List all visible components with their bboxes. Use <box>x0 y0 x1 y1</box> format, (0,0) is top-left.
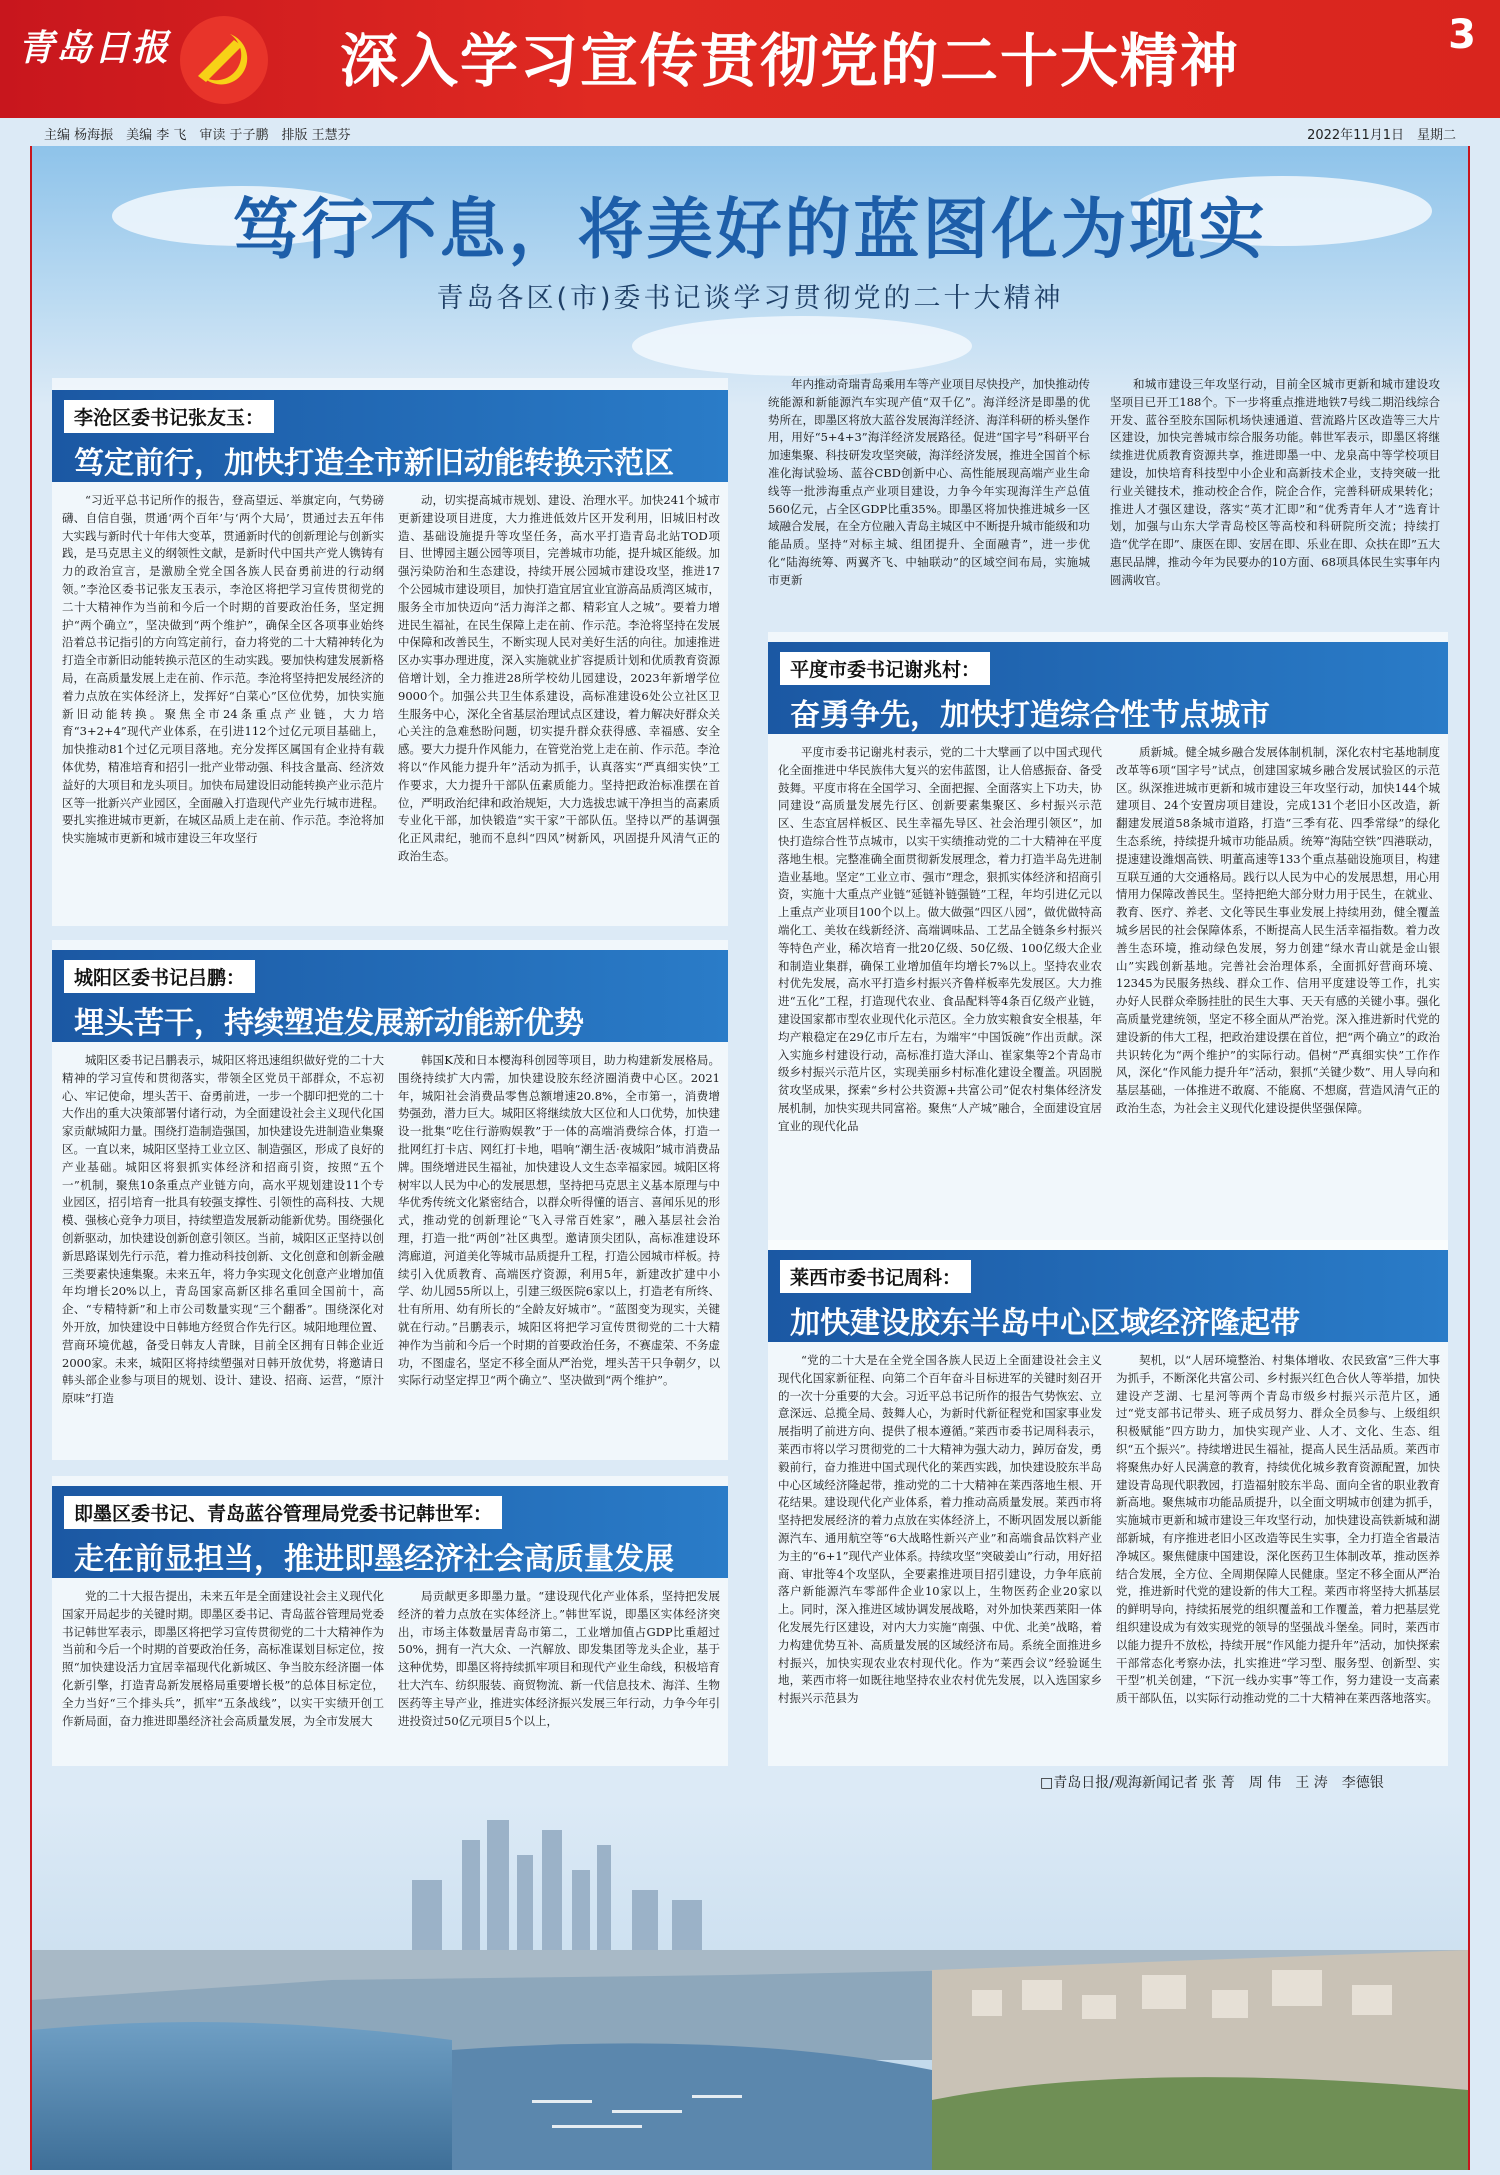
page-banner <box>0 0 1500 118</box>
laixi-headline: 加快建设胶东半岛中心区域经济隆起带 <box>790 1306 1300 1341</box>
pingdu-header <box>768 642 1448 734</box>
main-headline: 笃行不息，将美好的蓝图化为现实 <box>232 190 1268 268</box>
pingdu-headline: 奋勇争先，加快打造综合性节点城市 <box>790 698 1270 733</box>
laixi-secretary-name: 莱西市委书记周科： <box>780 1260 971 1293</box>
jimo-column-2: 局贡献更多即墨力量。“建设现代化产业体系，坚持把发展经济的着力点放在实体经济上。”韩世军说，即墨区实体经济突出，市场主体数量居青岛市第二，工业增加值占GDP比重超过50%，拥有一汽大众、一汽解放、即发集团等龙头企业，基于这种优势，即墨区将持续抓牢项目和现代产业生命线，积极培育壮大汽车、纺织服装、商贸物流、新一代信息技术、海洋、生物医药等主导产业，推进实体经济振兴发展三年行动，力争今年引进投资过50亿元项目5个以上， <box>398 1589 720 1728</box>
issue-date: 2022年11月1日 星期二 <box>1307 128 1456 143</box>
licang-secretary-name: 李沧区委书记张友玉： <box>64 400 274 433</box>
banner-title: 深入学习宣传贯彻党的二十大精神 <box>340 27 1241 95</box>
jimo-column-1: 党的二十大报告提出，未来五年是全面建设社会主义现代化国家开局起步的关键时期。即墨区委书记、青岛蓝谷管理局党委书记韩世军表示，即墨区将把学习宣传贯彻党的二十大精神作为当前和今后一个时期的首要政治任务，高标准谋划目标定位，按照“加快建设活力宜居幸福现代化新城区、争当胶东经济圈一体化新引擎，打造青岛新发展格局重要增长极”的总体目标定位，全力当好“三个排头兵”，抓牢“五条战线”，以实干实绩开创工作新局面，奋力推进即墨经济社会高质量发展，为全市发展大 <box>62 1589 384 1728</box>
party-emblem-icon <box>178 14 270 106</box>
laixi-column-2: 契机，以“人居环境整治、村集体增收、农民致富”三件大事为抓手，不断深化共富公司、乡村振兴红色合伙人等举措，加快建设产芝湖、七星河等两个青岛市级乡村振兴示范片区，通过“党支部书记带头、班子成员努力、群众全员参与、上级组织积极赋能”四方助力，加快实现产业、人才、文化、生态、组织“五个振兴”。持续增进民生福祉，提高人民生活品质。莱西市将聚焦办好人民满意的教育，持续优化城乡教育资源配置，加快建设青岛现代职教园，打造福射胶东半岛、面向全省的职业教育新高地。聚焦城市功能品质提升，以全面文明城市创建为抓手，实施城市更新和城市建设三年攻坚行动，加快建设高铁新城和湖部新城，有序推进老旧小区改造等民生实事，全力打造全省最洁净城区。聚焦健康中国建设，深化医药卫生体制改革，推动医养结合发展，全方位、全周期保障人民健康。坚定不移全面从严治党，推进新时代党的建设新的伟大工程。莱西市将坚持大抓基层的鲜明导向，持续拓展党的组织覆盖和工作覆盖，着力把基层党组织建设成为有效实现党的领导的坚强战斗堡垒。同时，莱西市以能力提升不放松，持续开展“作风能力提升年”活动，加快探索干部常态化考察办法，扎实推进“学习型、服务型、创新型、实干型”机关创建，“下沉一线办实事”等工作，努力建设一支高素质干部队伍，以实际行动推动党的二十大精神在莱西落地落实。 <box>1116 1353 1440 1706</box>
licang-column-2: 动，切实提高城市规划、建设、治理水平。加快241个城市更新建设项目进度，大力推进低效片区开发利用，旧城旧村改造、基础设施提升等攻坚任务，高水平打造青岛北站TOD项目、世博园主题公园等项目，完善城市功能，提升城区能级。加强污染防治和生态建设，持续开展公园城市建设攻坚，推进17个公园城市建设项目，加快打造宜居宜业宜游高品质湾区城市，服务全市加快迈向“活力海洋之都、精彩宜人之城”。要着力增进民生福祉，在民生保障上走在前、作示范。李沧将坚持在发展中保障和改善民生，不断实现人民对美好生活的向往。加速推进区办实事办理进度，深入实施就业扩容提质计划和优质教育资源倍增计划，全力推进28所学校幼儿园建设，2023年新增学位9000个。加强公共卫生体系建设，高标准建设6处公立社区卫生服务中心，深化全省基层治理试点区建设，着力解决好群众关心关注的急难愁盼问题，切实提升群众获得感、幸福感、安全感。要大力提升作风能力，在管党治党上走在前、作示范。李沧将以“作风能力提升年”活动为抓手，认真落实“严真细实快”工作要求，大力提升干部队伍素质能力。坚持把政治标准摆在首位，严明政治纪律和政治规矩，大力选拔忠诚干净担当的高素质专业化干部，加快锻造“实干家”干部队伍。坚持以严的基调强化正风肃纪，驰而不息纠“四风”树新风，巩固提升风清气正的政治生态。 <box>398 493 720 863</box>
licang-headline: 笃定前行，加快打造全市新旧动能转换示范区 <box>74 446 674 481</box>
licang-header <box>52 390 728 482</box>
newspaper-masthead: 青岛日报 <box>18 27 171 69</box>
chengyang-headline: 埋头苦干，持续塑造发展新动能新优势 <box>74 1006 584 1041</box>
jimo-column-3: 年内推动奇瑞青岛乘用车等产业项目尽快投产，加快推动传统能源和新能源汽车实现产值“双千亿”。海洋经济是即墨的优势所在，即墨区将放大蓝谷发展海洋经济、海洋科研的桥头堡作用，用好“5+4+3”海洋经济发展路径。促进“国字号”科研平台加速集聚、科技研发攻坚突破，海洋经济发展，推进全国首个标准化海试验场、蓝谷CBD创新中心、高性能展现高端产业生命线等一批涉海重点产业项目建设，力争今年实现海洋生产总值560亿元，占全区GDP比重35%。即墨区将加快推进城乡一区域融合发展，在全方位融入青岛主城区中不断提升城市能级和功能品质。坚持“对标主城、组团提升、全面融青”，进一步优化“陆海统筹、两翼齐飞、中轴联动”的区域空间布局，实施城市更新 <box>768 377 1090 587</box>
editor-credits: 主编 杨海振 美编 李 飞 审读 于子鹏 排版 王慧芬 <box>44 128 351 143</box>
chengyang-secretary-name: 城阳区委书记吕鹏： <box>64 960 255 993</box>
jimo-headline: 走在前显担当，推进即墨经济社会高质量发展 <box>74 1542 674 1577</box>
info-bar <box>0 118 1500 142</box>
pingdu-column-1: 平度市委书记谢兆村表示，党的二十大擘画了以中国式现代化全面推进中华民族伟大复兴的宏伟蓝图，让人倍感振奋、备受鼓舞。平度市将在全国学习、全面把握、全面落实上下功夫，协同建设“高质量发展先行区、创新要素集聚区、乡村振兴示范区、生态宜居样板区、民生幸福先导区、社会治理引领区”，加快打造综合性节点城市，以实干实绩推动党的二十大精神在平度落地生根。完整准确全面贯彻新发展理念，着力打造半岛先进制造业基地。坚定“工业立市、强市”理念，狠抓实体经济和招商引资，实施十大重点产业链“延链补链强链”工程，年均引进亿元以上重点产业项目100个以上。做大做强“四区八园”，做优做特高端化工、美妆在线新经济、高端调味品、工艺品全链条乡村振兴等特色产业，稀次培育一批20亿级、50亿级、100亿级大企业和制造业集群，确保工业增加值年均增长7%以上。坚持农业农村优先发展，高水平打造乡村振兴齐鲁样板率先发展区。大力推进“五化”工程，打造现代农业、食品配料等4条百亿级产业链，建设国家都市型农业现代化示范区。全力放实粮食安全根基，年均产粮稳定在29亿市斤左右，为端牢“中国饭碗”作出贡献。深入实施乡村建设行动，高标准打造大泽山、崔家集等2个青岛市级乡村振兴示范片区，实现美丽乡村标准化建设全覆盖。巩固脱贫攻坚成果，探索“乡村公共资源+共富公司”促农村集体经济发展机制，加快实现共同富裕。聚焦“人产城”融合，全面建设宜居宜业的现代化品 <box>778 745 1102 1133</box>
chengyang-column-1: 城阳区委书记吕鹏表示，城阳区将迅速组织做好党的二十大精神的学习宣传和贯彻落实，带领全区党员干部群众，不忘初心、牢记使命，埋头苦干、奋勇前进，一步一个脚印把党的二十大作出的重大决策部署付诸行动，为全面建设社会主义现代化国家贡献城阳力量。围绕打造制造强国，加快建设先进制造业集聚区。一直以来，城阳区坚持工业立区、制造强区，形成了良好的产业基础。城阳区将狠抓实体经济和招商引资，按照“五个一”机制，聚焦10条重点产业链方向，高水平规划建设11个专业园区，招引培育一批具有较强支撑性、引领性的高科技、大规模、强核心竞争力项目，持续塑造发展新动能新优势。围绕强化创新驱动，加快建设创新创意引领区。当前，城阳区正坚持以创新思路谋划先行示范，着力推动科技创新、文化创意和创新金融三类要素快速集聚。未来五年，将力争实现文化创意产业增加值年均增长20%以上，青岛国家高新区排名重回全国前十，高企、“专精特新”和上市公司数量实现“三个翻番”。围绕深化对外开放，加快建设中日韩地方经贸合作先行区。城阳地理位置、营商环境优越，备受日韩友人青睐，目前全区拥有日韩企业近2000家。未来，城阳区将持续塑强对日韩开放优势，将邀请日韩头部企业参与项目的规划、设计、建设、招商、运营，“原汁原味”打造 <box>62 1053 384 1406</box>
reporter-byline: □青岛日报/观海新闻记者 张 菁 周 伟 王 涛 李德银 <box>1040 1775 1384 1791</box>
jimo-secretary-name: 即墨区委书记、青岛蓝谷管理局党委书记韩世军： <box>64 1496 502 1529</box>
jimo-column-4: 和城市建设三年攻坚行动，目前全区城市更新和城市建设攻坚项目已开工188个。下一步将重点推进地铁7号线二期沿线综合开发、蓝谷至胶东国际机场快速通道、营流路片区改造等三大片区建设，加快完善城市综合服务功能。韩世军表示，即墨区将继续推进优质教育资源共享，推进即墨一中、龙泉高中等学校项目建设，加快培育科技型中小企业和高新技术企业，支持突破一批行业关键技术，推动校企合作，院企合作，完善科研成果转化；推进人才强区建设，落实“英才汇即”和“优秀青年人才”选育计划，加强与山东大学青岛校区等高校和科研院所交流；持续打造“优学在即”、康医在即、安居在即、乐业在即、众扶在即”五大惠民品牌，推动今年为民要办的10方面、68项具体民生实事年内圆满收官。 <box>1110 377 1440 587</box>
qingdao-cityscape-photo <box>32 1800 1468 2170</box>
laixi-header <box>768 1250 1448 1342</box>
sub-headline: 青岛各区(市)委书记谈学习贯彻党的二十大精神 <box>436 283 1064 314</box>
jimo-header <box>52 1486 728 1578</box>
chengyang-column-2: 韩国K茂和日本樱海科创园等项目，助力构建新发展格局。围绕持续扩大内需，加快建设胶东经济圈消费中心区。2021年，城阳社会消费品零售总额增速20.8%，全市第一，消费增势强劲，潜力巨大。城阳区将继续放大区位和人口优势，加快建设一批集“吃住行游购娱教”于一体的高端消费综合体，打造一批网红打卡店、网红打卡地，唱响“潮生活·夜城阳”城市消费品牌。围绕增进民生福祉，加快建设人文生态幸福家园。城阳区将树牢以人民为中心的发展思想，坚持把马克思主义基本原理与中华优秀传统文化紧密结合，以群众听得懂的语言、喜闻乐见的形式，推动党的创新理论“飞入寻常百姓家”，融入基层社会治理，打造一批“两创”社区典型。邀请顶尖团队，高标准建设环湾廊道，河道美化等城市品质提升工程，打造公园城市样板。持续引入优质教育、高端医疗资源，利用5年，新建改扩建中小学、幼儿园55所以上，引建三级医院6家以上，打造老有所终、壮有所用、幼有所长的“全龄友好城市”。“蓝图变为现实，关键就在行动。”吕鹏表示，城阳区将把学习宣传贯彻党的二十大精神作为当前和今后一个时期的首要政治任务，不赛虚荣、不务虚功，不图虚名，坚定不移全面从严治党，埋头苦干只争朝夕，以实际行动坚定捍卫“两个确立”、坚决做到“两个维护”。 <box>398 1053 720 1388</box>
chengyang-header <box>52 950 728 1042</box>
laixi-column-1: “党的二十大是在全党全国各族人民迈上全面建设社会主义现代化国家新征程、向第二个百年奋斗目标进军的关键时刻召开的一次十分重要的大会。习近平总书记所作的报告气势恢宏、立意深远、总揽全局、鼓舞人心，为新时代新征程党和国家事业发展指明了前进方向、提供了根本遵循。”莱西市委书记周科表示，莱西市将以学习贯彻党的二十大精神为强大动力，踔厉奋发，勇毅前行，奋力推进中国式现代化的莱西实践，加快建设胶东半岛中心区域经济隆起带，推动党的二十大精神在莱西落地生根、开花结果。建设现代化产业体系，着力推动高质量发展。莱西市将坚持把发展经济的着力点放在实体经济上，不断巩固发展以新能源汽车、通用航空等“6大战略性新兴产业”和高端食品饮料产业为主的“6+1”现代产业体系。持续攻坚“突破姜山”行动，用好招商、审批等4个攻坚队，全要素推进项目招引建设，力争年底前落户新能源汽车零部件企业10家以上，生物医药企业20家以上。同时，深入推进区域协调发展战略，对外加快莱西莱阳一体化发展先行区建设，对内大力实施“南强、中优、北美”战略，着力构建优势互补、高质量发展的区域经济布局。系统全面推进乡村振兴，加快实现农业农村现代化。作为“莱西会议”经验诞生地，莱西市将一如既往地坚持农业农村优先发展，以入选国家乡村振兴示范县为 <box>778 1353 1102 1706</box>
page-number: 3 <box>1448 12 1476 58</box>
pingdu-column-2: 质新城。健全城乡融合发展体制机制，深化农村宅基地制度改革等6项“国字号”试点，创建国家城乡融合发展试验区的示范区。纵深推进城市更新和城市建设三年攻坚行动，加快144个城建项目、24个安置房项目建设，完成131个老旧小区改造，新翻建发展道58条城市道路，打造“三季有花、四季常绿”的绿化生态系统，持续提升城市功能品质。统筹“海陆空铁”四港联动，提速建设潍烟高铁、明董高速等133个重点基础设施项目，构建互联互通的大交通格局。践行以人民为中心的发展思想，用心用情用力保障改善民生。坚持把绝大部分财力用于民生，在就业、教育、医疗、养老、文化等民生事业发展上持续用劲，健全覆盖城乡居民的社会保障体系，不断提高人民生活幸福指数。着力改善生态环境，推动绿色发展，努力创建“绿水青山就是金山银山”实践创新基地。完善社会治理体系，全面抓好营商环境、12345为民服务热线、群众工作、信用平度建设等工作，扎实办好人民群众牵肠挂肚的民生大事、天天有感的关键小事。强化高质量党建统领，坚定不移全面从严治党。深入推进新时代党的建设新的伟大工程，把政治建设摆在首位，把“两个确立”的政治共识转化为“两个维护”的实际行动。倡树“严真细实快”工作作风，深化“作风能力提升年”活动，狠抓“关键少数”、用人导向和基层基础，一体推进不敢腐、不能腐、不想腐，营造风清气正的政治生态，为社会主义现代化建设提供坚强保障。 <box>1116 745 1440 1115</box>
pingdu-secretary-name: 平度市委书记谢兆村： <box>780 652 990 685</box>
licang-column-1: “习近平总书记所作的报告，登高望远、举旗定向，气势磅礴、自信自强，贯通‘两个百年’与‘两个大局’，贯通过去五年伟大实践与新时代十年伟大变革，贯通新时代的创新理论与创新实践，是马克思主义的纲领性文献，是新时代中国共产党人镌铸有力的政治宣言，是激励全党全国各族人民奋勇前进的行动纲领。”李沧区委书记张友玉表示，李沧区将把学习宣传贯彻党的二十大精神作为当前和今后一个时期的首要政治任务，坚定拥护“两个确立”，坚决做到“两个维护”，确保全区各项事业始终沿着总书记指引的方向笃定前行，奋力将党的二十大精神转化为打造全市新旧动能转换示范区的生动实践。要加快构建发展新格局，在高质量发展上走在前、作示范。李沧将坚持把发展经济的着力点放在实体经济上，发挥好“白菜心”区位优势，加快实施新旧动能转换。聚焦全市24条重点产业链，大力培育“3+2+4”现代产业体系，在引进112个过亿元项目基础上，加快推动81个过亿元项目落地。充分发挥区属国有企业持有载体优势，精准培育和招引一批产业带动强、科技含量高、经济效益好的大项目和龙头项目。加快布局建设旧动能转换产业示范片区等一批新兴产业园区，全面融入打造现代产业先行城市进程。要扎实推进城市更新，在城区品质上走在前、作示范。李沧将加快实施城市更新和城市建设三年攻坚行 <box>62 493 384 846</box>
